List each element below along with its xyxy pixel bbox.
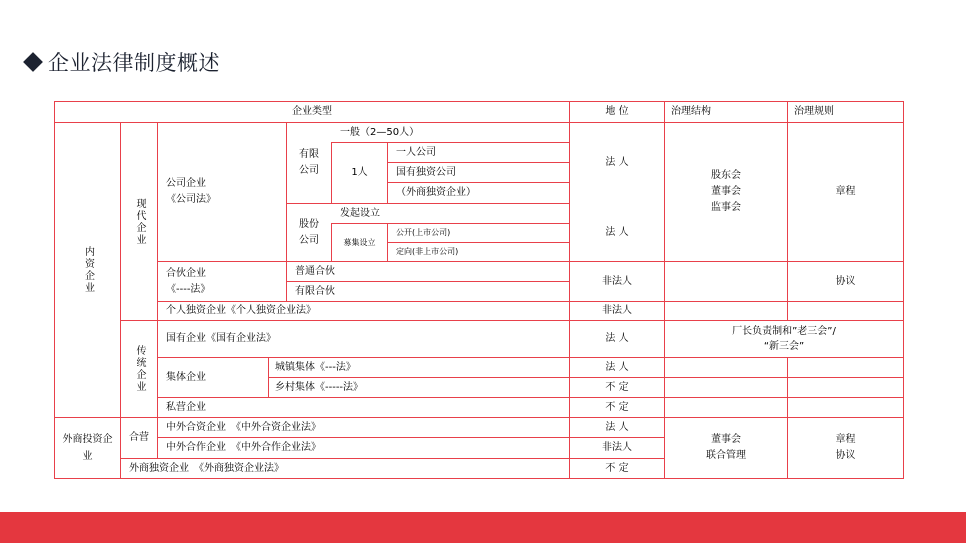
header-governance-rules: 治理规则	[794, 106, 834, 117]
ltd-company: 有限公司	[299, 149, 319, 176]
urban-collective-status: 法 人	[605, 361, 629, 373]
state-sole-company: 国有独资公司	[396, 166, 456, 178]
share-status: 法 人	[605, 226, 629, 238]
one-person-company: 一人公司	[396, 146, 436, 158]
partnership-status: 非法人	[602, 275, 632, 287]
private-enterprise-status: 不 定	[605, 401, 629, 413]
state-owned-structure-line2: “新三会”	[763, 341, 805, 352]
private-enterprise: 私营企业	[166, 401, 206, 413]
partnership-name: 合伙企业	[166, 267, 206, 279]
share-raise: 募集设立	[343, 237, 376, 247]
structure-shareholders: 股东会	[711, 170, 741, 181]
partnership-law: 《----法》	[166, 283, 211, 295]
ltd-general: 一般（2—50人）	[340, 126, 420, 138]
sole-proprietorship-status: 非法人	[602, 305, 632, 316]
company-governance-structure	[665, 123, 787, 261]
group-joint: 合营	[129, 432, 149, 443]
share-listed: 公开(上市公司)	[396, 228, 451, 237]
partnership-rules: 协议	[835, 275, 856, 287]
collective-enterprise: 集体企业	[166, 371, 206, 383]
cooperative-joint-venture-status: 非法人	[602, 442, 632, 453]
company-enterprise	[158, 123, 286, 261]
structure-board: 董事会	[711, 186, 741, 197]
company-name: 公司企业	[166, 178, 206, 189]
share-unlisted: 定向(非上市公司)	[396, 247, 459, 256]
foreign-structure-joint-management: 联合管理	[706, 450, 746, 461]
state-owned-enterprise: 国有企业《国有企业法》	[166, 333, 276, 344]
share-company: 股份公司	[299, 218, 319, 246]
general-partnership: 普通合伙	[295, 265, 335, 277]
foreign-rules-articles: 章程	[835, 434, 856, 445]
structure-supervisors: 监事会	[711, 202, 741, 213]
group-domestic: 内资企业	[82, 246, 94, 294]
partnership-enterprise	[158, 262, 286, 301]
equity-joint-venture-status: 法 人	[605, 421, 629, 433]
sole-proprietorship: 个人独资企业《个人独资企业法》	[166, 305, 316, 316]
equity-joint-venture: 中外合资企业 《中外合资企业法》	[166, 421, 321, 433]
group-traditional: 传统企业	[134, 345, 145, 393]
state-owned-structure	[665, 321, 903, 357]
share-promotion: 发起设立	[340, 207, 380, 219]
header-status: 地 位	[605, 106, 629, 117]
urban-collective: 城镇集体《---法》	[275, 361, 356, 373]
foreign-rules-agreement: 协议	[835, 450, 856, 461]
rural-collective-status: 不 定	[605, 381, 629, 393]
group-foreign: 外商投资企业	[62, 434, 113, 462]
company-rules: 章程	[835, 186, 856, 197]
company-law: 《公司法》	[166, 194, 216, 205]
wholly-foreign-owned-enterprise: 外商独资企业 《外商独资企业法》	[129, 462, 284, 474]
group-modern: 现代企业	[134, 197, 145, 246]
state-owned-status: 法 人	[605, 333, 629, 344]
limited-partnership: 有限合伙	[295, 285, 335, 297]
wholly-foreign-owned-status: 不 定	[605, 462, 629, 474]
foreign-structure-board: 董事会	[711, 434, 741, 445]
rural-collective: 乡村集体《-----法》	[275, 381, 364, 393]
foreign-governance-structure	[665, 418, 787, 478]
footer-bar	[0, 512, 966, 543]
page-title-text: 企业法律制度概述	[48, 51, 220, 75]
ltd-one-person: 1人	[351, 167, 368, 178]
header-enterprise-type: 企业类型	[292, 106, 332, 117]
foreign-sole-company: （外商独资企业）	[396, 187, 476, 198]
ltd-status: 法 人	[605, 157, 629, 168]
state-owned-structure-line1: 厂长负责制和”老三会”/	[732, 326, 836, 337]
cooperative-joint-venture: 中外合作企业 《中外合作企业法》	[166, 442, 321, 453]
foreign-governance-rules	[788, 418, 903, 478]
header-governance-structure: 治理结构	[671, 106, 711, 117]
